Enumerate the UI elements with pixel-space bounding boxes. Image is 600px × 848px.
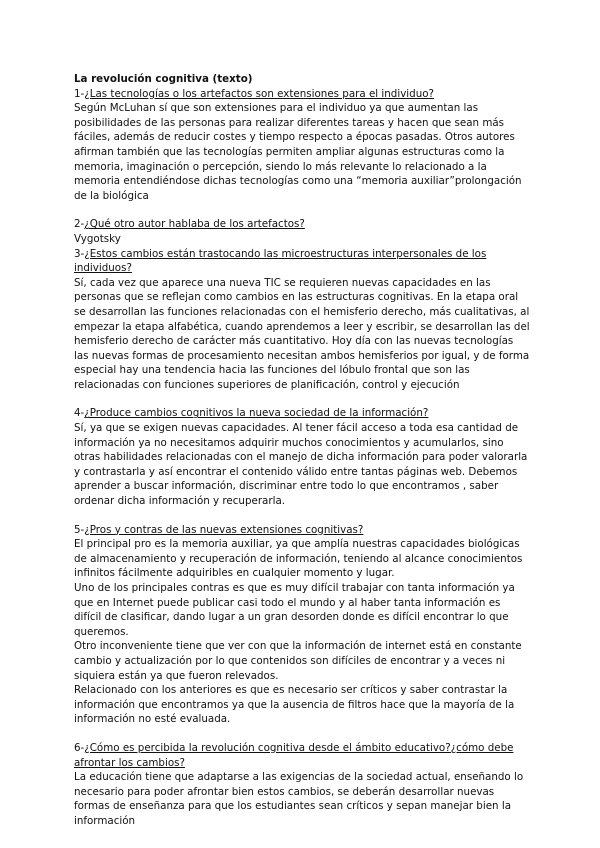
question-text: ¿Las tecnologías o los artefactos son extensiones para el individuo? (84, 87, 434, 100)
section-3 (74, 247, 530, 393)
answer-paragraph: Según McLuhan sí que son extensiones para el individuo ya que aumentan las posibilidades de las personas para realizar diferentes tareas y hacen que sean más fáciles, además de reducir costes y tiempo respecto a épocas pasadas. Otros autores afirman también que las tecnologías permiten ampliar algunas estructuras como la memoria, imaginación o percepción, siendo lo más relevante lo relacionado a la memoria entendiéndose dichas tecnologías como una “memoria auxiliar”prolongación de la biológica (74, 102, 522, 202)
question-number: 5- (74, 523, 85, 536)
paragraph-gap (74, 509, 530, 523)
answer-paragraph: El principal pro es la memoria auxiliar, ya que amplía nuestras capacidades biológicas de almacenamiento y recuperación de información, teniendo al alcance conocimientos infinitos fácilmente adquiribles en cualquier momento y lugar. (74, 538, 523, 580)
answer-paragraph: Relacionado con los anteriores es que es necesario ser críticos y saber contrastar la información que encontramos ya que la ausencia de filtros hace que la mayoría de la información no esté evaluada. (74, 684, 515, 726)
question-text: ¿Estos cambios están trastocando las microestructuras interpersonales de los individuos? (74, 247, 487, 275)
answer-paragraph: Sí, ya que se exigen nuevas capacidades. Al tener fácil acceso a toda esa cantidad de información ya no necesitamos adquirir muchos conocimientos y acumularlos, sino otras habilidades relacionadas con el manejo de dicha información para poder valorarla y contrastarla y así encontrar el contenido válido entre tantas páginas web. Debemos aprender a buscar información, discriminar entre todo lo que encontramos , saber ordenar dicha información y recuperarla. (74, 422, 528, 508)
answer-paragraph: Vygotsky (74, 232, 121, 245)
question-3 (74, 247, 530, 276)
question-number: 1- (74, 87, 85, 100)
question-text: ¿Produce cambios cognitivos la nueva sociedad de la información? (84, 407, 429, 420)
question-2 (74, 217, 530, 232)
question-number: 3- (74, 247, 85, 260)
document-title: La revolución cognitiva (texto) (74, 73, 253, 85)
answer-paragraph: Sí, cada vez que aparece una nueva TIC se requieren nuevas capacidades en las personas que se reflejan como cambios en las estructuras cognitivas. En la etapa oral se desarrollan las funciones relacionadas con el hemisferio derecho, más cualitativas, al empezar la etapa alfabética, cuando aprendemos a leer y escribir, se desarrollan las del hemisferio derecho de carácter más cuantitativo. Hoy día con las nuevas tecnologías las nuevas formas de procesamiento necesitan ambos hemisferios por igual, y de forma especial hay una tendencia hacia las funciones del lóbulo frontal que son las relacionadas con funciones superiores de planificación, control y ejecución (74, 276, 530, 391)
answer-paragraph: Otro inconveniente tiene que ver con que la información de internet está en constante cambio y actualización por lo que contenidos son difíciles de encontrar y a veces ni siquiera están ya que fueron relevados. (74, 640, 522, 682)
answer-paragraph: Uno de los principales contras es que es muy difícil trabajar con tanta información ya que en Internet puede publicar casi todo el mundo y al haber tanta información es difícil de clasificar, dando lugar a un gran desorden donde es difícil encontrar lo que queremos. (74, 582, 515, 638)
question-number: 2- (74, 218, 85, 231)
question-number: 4- (74, 407, 85, 420)
question-6 (74, 741, 530, 770)
question-number: 6- (74, 741, 85, 754)
paragraph-gap (74, 392, 530, 406)
document-page (74, 72, 530, 829)
question-text: ¿Qué otro autor hablaba de los artefactos? (84, 218, 305, 231)
paragraph-gap (74, 727, 530, 741)
section-4 (74, 406, 530, 508)
section-6 (74, 741, 530, 829)
question-5 (74, 523, 530, 538)
section-1 (74, 87, 530, 204)
paragraph-gap (74, 203, 530, 217)
question-text: ¿Cómo es percibida la revolución cognitiva desde el ámbito educativo?¿cómo debe afrontar los cambios? (74, 741, 514, 769)
question-text: ¿Pros y contras de las nuevas extensiones cognitivas? (84, 523, 364, 536)
section-2 (74, 217, 530, 246)
question-1 (74, 87, 530, 102)
question-4 (74, 406, 530, 421)
section-5 (74, 523, 530, 727)
answer-paragraph: La educación tiene que adaptarse a las exigencias de la sociedad actual, enseñando lo necesario para poder afrontar bien estos cambios, se deberán desarrollar nuevas formas de enseñanza para que los estudiantes sean críticos y sepan manejar bien la información (74, 771, 524, 827)
